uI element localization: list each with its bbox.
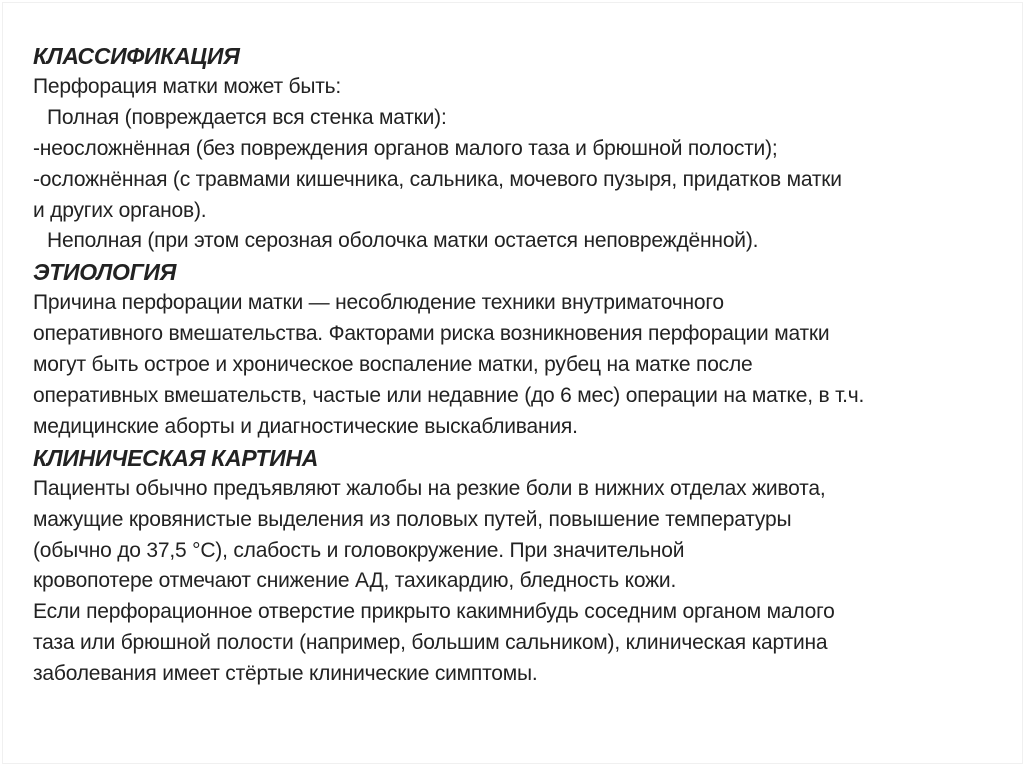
text-line: и других органов). (33, 198, 207, 222)
section-heading: КЛИНИЧЕСКАЯ КАРТИНА (33, 444, 319, 471)
section-heading: КЛАССИФИКАЦИЯ (33, 43, 240, 69)
text-line: Перфорация матки может быть: (33, 74, 342, 98)
text-line: Неполная (при этом серозная оболочка матки остается неповреждённой). (47, 229, 759, 253)
text-line: оперативных вмешательств, частые или недавние (до 6 мес) операции на матке, в т.ч. (33, 383, 865, 407)
section-heading: ЭТИОЛОГИЯ (33, 259, 177, 286)
text-line: оперативного вмешательства. Факторами риска возникновения перфорации матки (33, 322, 830, 346)
slide-text-block (33, 41, 1004, 690)
text-line: таза или брюшной полости (например, большим сальником), клиническая картина (33, 631, 828, 655)
text-line: Причина перфорации матки — несоблюдение техники внутриматочного (33, 291, 724, 315)
text-line: могут быть острое и хроническое воспаление матки, рубец на матке после (33, 353, 753, 377)
text-line: -неосложнённая (без повреждения органов малого таза и брюшной полости); (33, 136, 778, 160)
text-line: медицинские аборты и диагностические выскабливания. (33, 414, 578, 438)
text-line: (обычно до 37,5 °С), слабость и головокружение. При значительной (33, 538, 685, 562)
text-line: мажущие кровянистые выделения из половых путей, повышение температуры (33, 507, 792, 531)
text-line: заболевания имеет стёртые клинические симптомы. (33, 662, 538, 686)
text-line: Если перфорационное отверстие прикрыто какимнибудь соседним органом малого (33, 600, 835, 624)
text-line: Пациенты обычно предъявляют жалобы на резкие боли в нижних отделах живота, (33, 476, 826, 500)
text-line: -осложнённая (с травмами кишечника, сальника, мочевого пузыря, придатков матки (33, 167, 842, 191)
text-line: Полная (повреждается вся стенка матки): (47, 105, 447, 129)
text-line: кровопотере отмечают снижение АД, тахикардию, бледность кожи. (33, 569, 677, 593)
